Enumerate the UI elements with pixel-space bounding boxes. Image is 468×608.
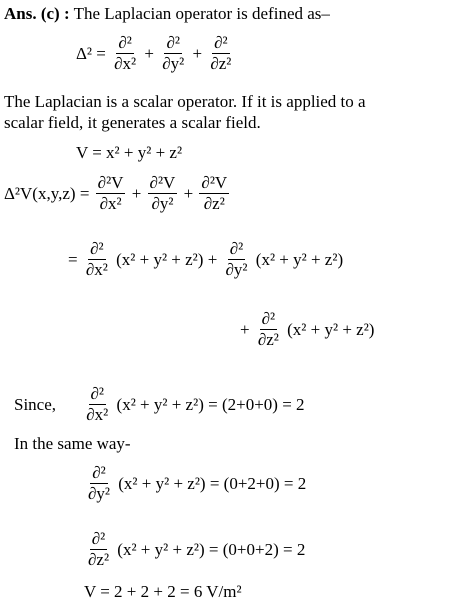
plus-sign: + xyxy=(192,43,203,63)
fraction-v-x: $\frac{\text{∂²V}}{\text{∂x²}}$ xyxy=(97,173,124,213)
z-derivative-line: $\frac{\text{∂²}}{\text{∂z²}}$ (x² + y² + z²) = (0+0+2) = 2 xyxy=(88,529,306,569)
z-result: = (0+0+2) = 2 xyxy=(208,539,306,559)
paragraph-line-2: scalar field, it generates a scalar field. xyxy=(4,113,261,132)
paren-expression: (x² + y² + z²) xyxy=(116,249,204,269)
paren-expression: (x² + y² + z²) xyxy=(287,319,375,339)
answer-label: Ans. (c) : xyxy=(4,4,70,23)
since-label: Since, xyxy=(14,394,57,414)
final-result: V = 2 + 2 + 2 = 6 V/m² xyxy=(84,582,242,601)
step1-lhs: Δ²V(x,y,z) = xyxy=(4,183,90,203)
fraction-v-y: $\frac{\text{∂²V}}{\text{∂y²}}$ xyxy=(149,173,176,213)
laplacian-of-v: Δ²V(x,y,z) = $\frac{\text{∂²V}}{\text{∂x²}}$ + $\frac{\text{∂²V}}{\text{∂y²}}$ + $\frac{\text{∂²V}}{\text{∂z²}}$ xyxy=(4,173,228,213)
v-definition: V = x² + y² + z² xyxy=(76,143,183,162)
laplacian-definition xyxy=(76,34,235,73)
paragraph-line-1: The Laplacian is a scalar operator. If it is applied to a xyxy=(4,92,366,111)
fraction-v-z: $\frac{\text{∂²V}}{\text{∂z²}}$ xyxy=(201,173,228,213)
fraction-z: $\frac{\text{∂²}}{\text{∂z²}}$ xyxy=(210,33,232,73)
since-line: Since, $\frac{\text{∂²}}{\text{∂x²}}$ (x² + y² + z²) = (2+0+0) = 2 xyxy=(14,384,305,424)
fraction-x: $\frac{\text{∂²}}{\text{∂x²}}$ xyxy=(114,33,137,73)
fraction-since: $\frac{\text{∂²}}{\text{∂x²}}$ xyxy=(86,384,109,424)
answer-header xyxy=(4,4,330,24)
fraction-step2-z: $\frac{\text{∂²}}{\text{∂z²}}$ xyxy=(257,309,279,349)
equals-sign: = xyxy=(96,43,106,63)
step2-line-1: = $\frac{\text{∂²}}{\text{∂x²}}$ (x² + y² + z²) + $\frac{\text{∂²}}{\text{∂y²}}$ (x² + y² + z²) xyxy=(68,239,344,279)
since-result: = (2+0+0) = 2 xyxy=(208,394,305,414)
fraction-y: $\frac{\text{∂²}}{\text{∂y²}}$ xyxy=(162,33,185,73)
paren-expression: (x² + y² + z²) xyxy=(255,249,344,269)
same-way-text: In the same way- xyxy=(14,434,131,453)
fraction-step2-y: $\frac{\text{∂²}}{\text{∂y²}}$ xyxy=(225,239,248,279)
fraction-step2-x: $\frac{\text{∂²}}{\text{∂x²}}$ xyxy=(85,239,108,279)
y-result: = (0+2+0) = 2 xyxy=(209,473,307,493)
y-derivative-line: $\frac{\text{∂²}}{\text{∂y²}}$ (x² + y² + z²) = (0+2+0) = 2 xyxy=(88,463,307,503)
step2-line-2: + $\frac{\text{∂²}}{\text{∂z²}}$ (x² + y² + z²) xyxy=(240,309,375,349)
plus-sign: + xyxy=(144,43,154,63)
header-text: The Laplacian operator is defined as– xyxy=(73,4,330,23)
laplacian-symbol: Δ² xyxy=(76,43,93,63)
